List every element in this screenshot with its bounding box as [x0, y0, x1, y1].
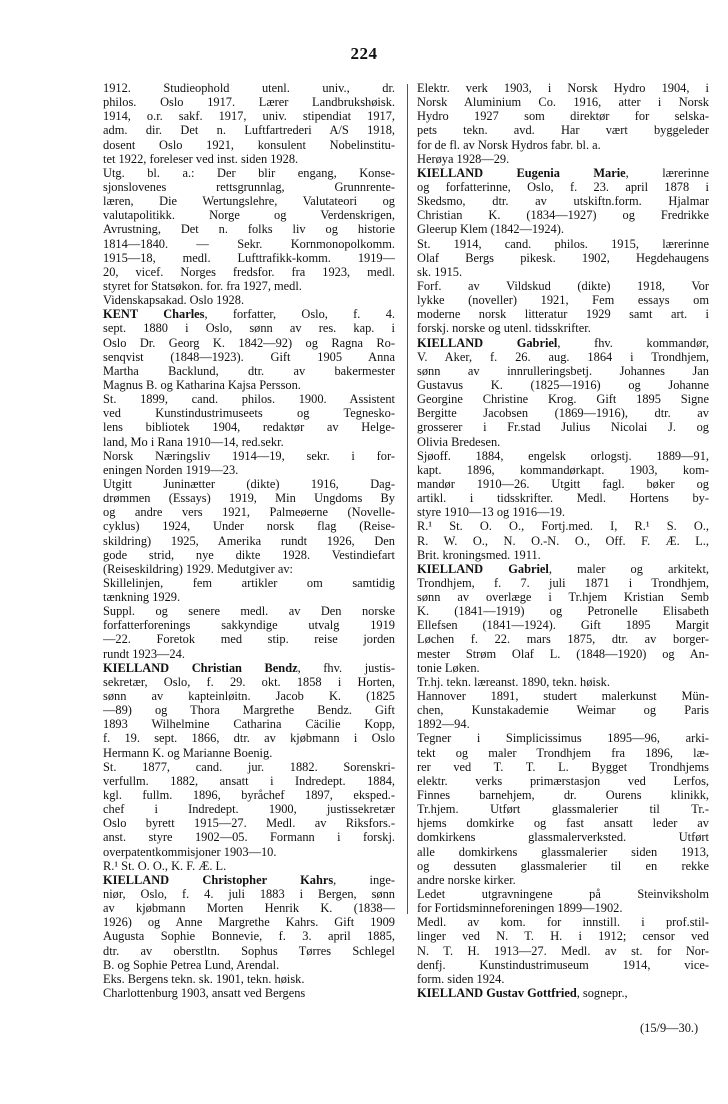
text-line: og dessuten glassmalerier til en rekke [417, 858, 709, 873]
text-line: Avrustning, Det n. folks liv og historie [103, 222, 395, 237]
text-line: rundt 1923—24. [103, 646, 185, 661]
text-line: sept. 1880 i Oslo, sønn av res. kap. i [103, 321, 395, 336]
text-line: tonie Løken. [417, 660, 480, 675]
text-line: Sjøoff. 1884, engelsk orlogstj. 1889—91, [417, 448, 709, 463]
text-line: philos. Oslo 1917. Lærer Landbrukshøisk. [103, 95, 395, 110]
text-line: gode strid, nye dikte 1928. Vestindiefart [103, 547, 395, 562]
text-line: Utg. bl. a.: Der blir engang, Konse- [103, 165, 395, 180]
text-line: Elektr. verk 1903, i Norsk Hydro 1904, i [417, 81, 709, 95]
text-line: mester Strøm Olaf L. (1848—1920) og An- [417, 646, 709, 661]
text-line: St. 1899, cand. philos. 1900. Assistent [103, 392, 395, 407]
column-divider [407, 84, 408, 914]
text-line: ved Kunstindustrimuseets og Tegnesko- [103, 406, 395, 421]
text-line: styret for Statsøkon. for. fra 1927, medl. [103, 278, 302, 293]
text-line: 1892—94. [417, 717, 470, 732]
text-line: cyklus) 1924, Under norsk flag (Reise- [103, 519, 395, 534]
text-line: Tegner i Simplicissimus 1895—96, arki- [417, 731, 709, 746]
text-line: adm. dir. Det n. Luftfartrederi A/S 1918, [103, 123, 395, 138]
text-line: dosent Oslo 1921, konsulent Nobelinstitu- [103, 137, 395, 152]
text-line: St. 1914, cand. philos. 1915, lærerinne [417, 236, 709, 251]
text-line: 1912. Studieophold utenl. univ., dr. [103, 81, 395, 95]
text-line: KIELLAND Eugenia Marie, lærerinne [417, 165, 709, 180]
text-line: Bergitte Jacobsen (1869—1916), dtr. av [417, 406, 709, 421]
text-line: K. (1841—1919) og Petronelle Elisabeth [417, 604, 709, 619]
text-line: og forfatterinne, Oslo, f. 23. april 1878 i [417, 179, 709, 194]
text-line: R.¹ St. O. O., Fortj.med. I, R.¹ S. O., [417, 519, 709, 534]
text-line: senqvist (1848—1923). Gift 1905 Anna [103, 349, 395, 364]
entry-head-name: KIELLAND Gabriel [417, 335, 558, 350]
text-line: Brit. kroningsmed. 1911. [417, 547, 541, 562]
text-line: B. og Sophie Petrea Lund, Arendal. [103, 957, 280, 972]
text-line: tet 1922, foreleser ved inst. siden 1928. [103, 151, 299, 166]
left-column [103, 81, 395, 1000]
text-line: Hermann K. og Marianne Boenig. [103, 745, 273, 760]
text-line: drømmen (Essays) 1919, Min Ungdoms By [103, 491, 395, 506]
text-line: denfj. Kunstindustrimuseum 1914, vice- [417, 957, 709, 972]
text-line: chen, Kunstakademie Weimar og Paris [417, 703, 709, 718]
text-line: for de fl. av Norsk Hydros fabr. bl. a. [417, 137, 601, 152]
entry-head-name: KIELLAND Christopher Kahrs [103, 872, 334, 887]
text-line: sønn av innrulleringsbetj. Johannes Jan [417, 363, 709, 378]
text-line: Utgitt Juninætter (dikte) 1916, Dag- [103, 476, 395, 491]
text-line: Martha Backlund, dtr. av bakermester [103, 363, 395, 378]
text-line: Hydro 1927 som direktør for selska- [417, 109, 709, 124]
text-line: skildring) 1925, Amerika rundt 1926, Den [103, 533, 395, 548]
text-line: Hannover 1891, studert malerkunst Mün- [417, 689, 709, 704]
text-line: og andre vers 1921, Palmeøerne (Novelle- [103, 505, 395, 520]
text-line: elektr. verks primærstasjon ved Lerfos, [417, 773, 709, 788]
entry-head-name: KIELLAND Gabriel [417, 561, 549, 576]
text-line: Olivia Bredesen. [417, 434, 501, 449]
text-line: sønn av overlæge i Tr.hjem Kristian Semb [417, 590, 709, 605]
text-line: domkirkens glassmalerverksted. Utført [417, 830, 709, 845]
text-line: form. siden 1924. [417, 971, 505, 986]
text-line: sekretær, Oslo, f. 29. okt. 1858 i Horten, [103, 674, 395, 689]
text-line: Skedsmo, dtr. av utskiftn.form. Hjalmar [417, 194, 709, 209]
text-line: moderne norsk litteratur 1929 samt art. i [417, 307, 709, 322]
right-column [417, 81, 709, 1000]
text-line: KIELLAND Christopher Kahrs, inge- [103, 872, 395, 887]
text-line: Tr.hjem. Utført glassmalerier til Tr.- [417, 802, 709, 817]
text-line: alle domkirkens glassmalerier siden 1913, [417, 844, 709, 859]
text-line: av kjøbmann Morten Henrik K. (1838— [103, 901, 395, 916]
text-line: 1915—18, medl. Lufttrafikk-komm. 1919— [103, 250, 395, 265]
text-line: Olaf Bergs pikesk. 1902, Hegdehaugens [417, 250, 709, 265]
text-line: kapt. 1896, kommandørkapt. 1903, kom- [417, 462, 709, 477]
text-line: Finnes barnehjem, dr. Ourens klinikk, [417, 788, 709, 803]
text-line: linger ved N. T. H. i 1912; censor ved [417, 929, 709, 944]
text-line: Trondhjem, f. 7. juli 1871 i Trondhjem, [417, 575, 709, 590]
text-line: Herøya 1928—29. [417, 151, 510, 166]
text-line: Skillelinjen, fem artikler om samtidig [103, 575, 395, 590]
text-line: overpatentkommisjoner 1903—10. [103, 844, 277, 859]
text-line: KIELLAND Gabriel, fhv. kommandør, [417, 335, 709, 350]
text-line: 1914, o.r. sakf. 1917, univ. stipendiat 1917, [103, 109, 395, 124]
text-line: V. Aker, f. 26. aug. 1864 i Trondhjem, [417, 349, 709, 364]
text-line: grosserer i Fr.stad Julius Nicolai J. og [417, 420, 709, 435]
text-line: styre 1910—13 og 1916—19. [417, 505, 565, 520]
text-line: 1814—1840. — Sekr. Kornmonopolkomm. [103, 236, 395, 251]
text-line: Videnskapsakad. Oslo 1928. [103, 293, 245, 308]
text-line: —22. Foretok med stip. reise jorden [103, 632, 395, 647]
text-line: 1926) og Anne Margrethe Kahrs. Gift 1909 [103, 915, 395, 930]
text-line: Charlottenburg 1903, ansatt ved Bergens [103, 986, 306, 1000]
text-line: sønn av kapteinløitn. Jacob K. (1825 [103, 689, 395, 704]
text-line: (Reiseskildring) 1929. Medutgiver av: [103, 561, 293, 576]
entry-head-name: KIELLAND Eugenia Marie [417, 165, 626, 180]
text-line: pets tekn. avd. Har vært byggeleder [417, 123, 709, 138]
text-line: Norsk Næringsliv 1914—19, sekr. i for- [103, 448, 395, 463]
page-number: 224 [350, 44, 378, 63]
text-line: valutapolitikk. Norge og Verdenskrigen, [103, 208, 395, 223]
text-line: KIELLAND Christian Bendz, fhv. justis- [103, 660, 395, 675]
text-line: hjems domkirke og fast ansatt leder av [417, 816, 709, 831]
entry-head-name: KENT Charles [103, 307, 205, 322]
text-line: for Fortidsminneforeningen 1899—1902. [417, 901, 623, 916]
text-line: tænkning 1929. [103, 590, 181, 605]
text-line: N. T. H. 1913—27. Medl. av st. for Nor- [417, 943, 709, 958]
text-line: —89) og Thora Margrethe Bendz. Gift [103, 703, 395, 718]
text-line: Suppl. og senere medl. av Den norske [103, 604, 395, 619]
text-line: mandør 1910—26. Utgitt fagl. bøker og [417, 476, 709, 491]
text-line: R. W. O., N. O.-N. O., Off. F. Æ. L., [417, 533, 709, 548]
text-line: KIELLAND Gabriel, maler og arkitekt, [417, 561, 709, 576]
text-line: land, Mo i Rana 1910—14, red.sekr. [103, 434, 284, 449]
entry-head-name: KIELLAND Christian Bendz [103, 660, 298, 675]
text-line: Oslo Dr. Georg K. 1842—92) og Ragna Ro- [103, 335, 395, 350]
text-line: lykke (noveller) 1921, Fem essays om [417, 293, 709, 308]
text-line: verfullm. 1882, ansatt i Indredept. 1884, [103, 773, 395, 788]
text-line: forskj. norske og utenl. tidsskrifter. [417, 321, 591, 336]
text-line: Medl. av kom. for innstill. i prof.stil- [417, 915, 709, 930]
entry-head-name: KIELLAND Gustav Gottfried [417, 986, 577, 1000]
text-line: læren, Die Wertungslehre, Valutateori og [103, 194, 395, 209]
text-line: Eks. Bergens tekn. sk. 1901, tekn. høisk. [103, 971, 305, 986]
text-line: Ledet utgravningene på Steinviksholm [417, 887, 709, 902]
text-line: Christian K. (1834—1927) og Fredrikke [417, 208, 709, 223]
text-line: chef i Indredept. 1900, justissekretær [103, 802, 395, 817]
text-line: lens bibliotek 1904, redaktør av Helge- [103, 420, 395, 435]
text-line: artikl. i tidsskrifter. Medl. Hortens by- [417, 491, 709, 506]
text-line: St. 1877, cand. jur. 1882. Sorenskri- [103, 759, 395, 774]
text-line: Oslo byrett 1915—27. Medl. av Riksfors.- [103, 816, 395, 831]
text-line: sk. 1915. [417, 264, 463, 279]
text-line: Gleerup Klem (1842—1924). [417, 222, 564, 237]
text-line: R.¹ St. O. O., K. F. Æ. L. [103, 858, 227, 873]
text-line: eningen Norden 1919—23. [103, 462, 239, 477]
text-line: Gustavus K. (1825—1916) og Johanne [417, 377, 709, 392]
footer-date: (15/9—30.) [640, 1021, 699, 1035]
text-line: f. 19. sept. 1866, dtr. av kjøbmann i Oslo [103, 731, 395, 746]
text-line: Magnus B. og Katharina Kajsa Persson. [103, 377, 301, 392]
text-line: Ellefsen (1841—1924). Gift 1895 Margit [417, 618, 709, 633]
text-line: forfatterforenings sakkyndige utvalg 1919 [103, 618, 395, 633]
text-line: tekt og maler Trondhjem fra 1896, læ- [417, 745, 709, 760]
text-line: KENT Charles, forfatter, Oslo, f. 4. [103, 307, 395, 322]
text-line: Løchen f. 22. mars 1875, dtr. av borger- [417, 632, 709, 647]
text-line: KIELLAND Gustav Gottfried, sognepr., [417, 986, 628, 1000]
text-line: Georgine Christine Krog. Gift 1895 Signe [417, 392, 709, 407]
text-line: andre norske kirker. [417, 872, 516, 887]
text-line: kgl. fullm. 1896, byråchef 1897, eksped.- [103, 788, 395, 803]
text-line: rer ved T. T. L. Bygget Trondhjems [417, 759, 709, 774]
text-line: sjonslovenes rettsgrunnlag, Grunnrente- [103, 179, 395, 194]
text-line: Forf. av Vildskud (dikte) 1918, Vor [417, 278, 709, 293]
text-line: Augusta Sophie Bonnevie, f. 3. april 1885, [103, 929, 395, 944]
text-line: Norsk Aluminium Co. 1916, atter i Norsk [417, 95, 709, 110]
text-line: 1893 Wilhelmine Catharina Cäcilie Kopp, [103, 717, 395, 732]
text-line: 20, vicef. Norges fredsfor. fra 1923, medl. [103, 264, 395, 279]
text-line: dtr. av oberstltn. Sophus Tørres Schlegel [103, 943, 395, 958]
text-line: Tr.hj. tekn. læreanst. 1890, tekn. høisk. [417, 674, 610, 689]
text-line: anst. styre 1902—05. Formann i forskj. [103, 830, 395, 845]
text-line: niør, Oslo, f. 4. juli 1883 i Bergen, sønn [103, 887, 395, 902]
